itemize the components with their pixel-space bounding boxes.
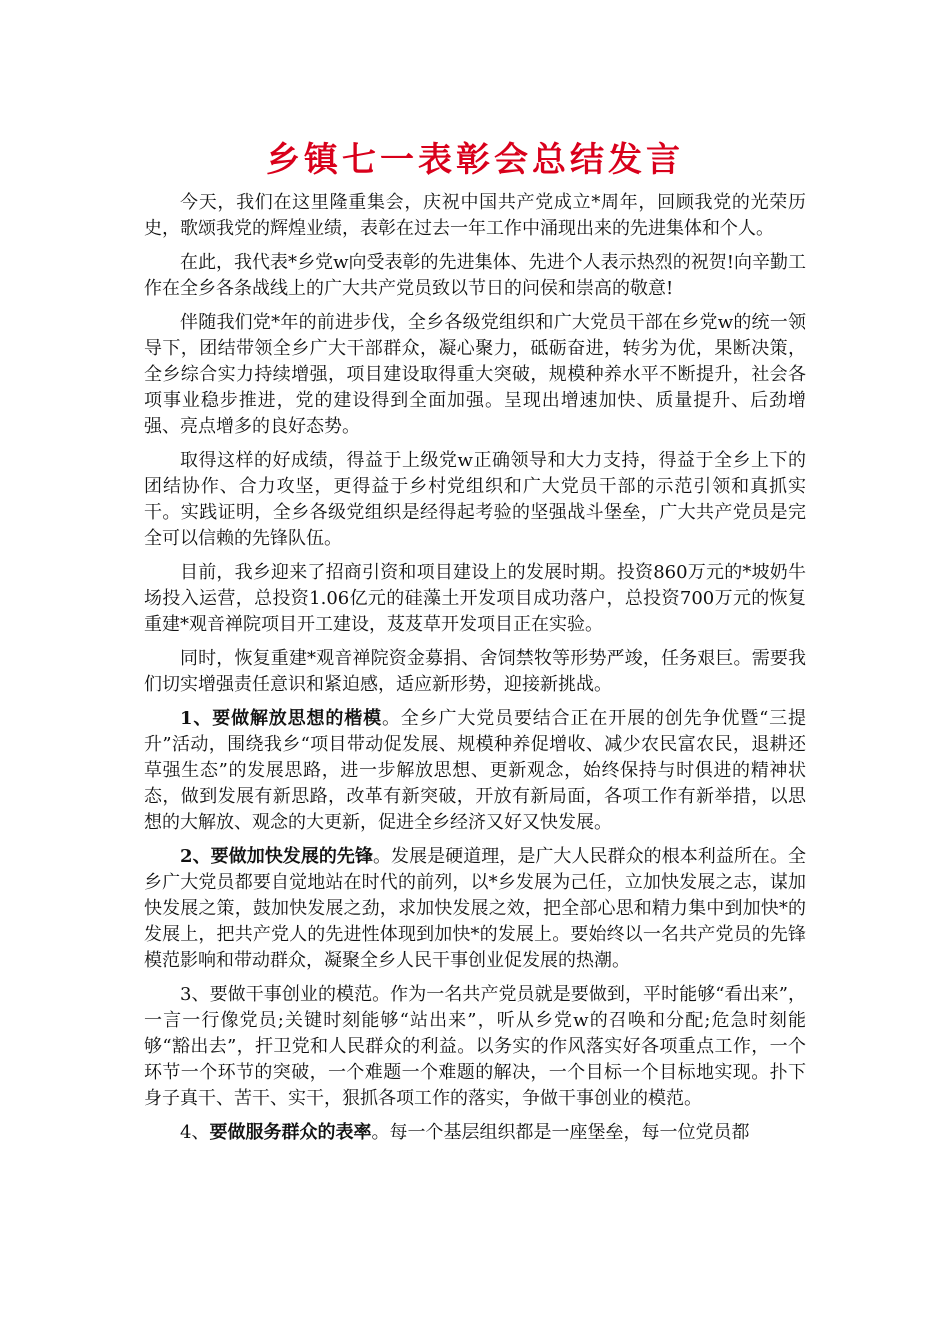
document-title: 乡镇七一表彰会总结发言 — [266, 140, 684, 180]
paragraph-3: 伴随我们党*年的前进步伐，全乡各级党组织和广大党员干部在乡党w的统一领导下，团结带领全乡广大干部群众，凝心聚力，砥砺奋进，转劣为优，果断决策，全乡综合实力持续增强，项目建设取得重大突破，规模种养水平不断提升，社会各项事业稳步推进，党的建设得到全面加强。呈现出增速加快、质量提升、后劲增强、亮点增多的良好态势。 — [144, 312, 806, 437]
point-2-text: 。发展是硬道理，是广大人民群众的根本利益所在。全乡广大党员都要自觉地站在时代的前列，以*乡发展为己任，立加快发展之志，谋加快发展之策，鼓加快发展之劲，求加快发展之效，把全部心思和精力集中到加快*的发展上，把共产党人的先进性体现到加快*的发展上。要始终以一名共产党员的先锋模范影响和带动群众，凝聚全乡人民干事创业促发展的热潮。 — [144, 846, 806, 971]
paragraph-1: 今天，我们在这里隆重集会，庆祝中国共产党成立*周年，回顾我党的光荣历史，歌颂我党的辉煌业绩，表彰在过去一年工作中涌现出来的先进集体和个人。 — [144, 192, 806, 239]
paragraph-4: 取得这样的好成绩，得益于上级党w正确领导和大力支持，得益于全乡上下的团结协作、合力攻坚，更得益于乡村党组织和广大党员干部的示范引领和真抓实干。实践证明，全乡各级党组织是经得起考验的坚强战斗堡垒，广大共产党员是完全可以信赖的先锋队伍。 — [144, 450, 806, 549]
point-2 — [144, 844, 806, 974]
paragraph-2: 在此，我代表*乡党w向受表彰的先进集体、先进个人表示热烈的祝贺!向辛勤工作在全乡各条战线上的广大共产党员致以节日的问侯和崇高的敬意! — [144, 252, 806, 299]
paragraph-5: 目前，我乡迎来了招商引资和项目建设上的发展时期。投资860万元的*坡奶牛场投入运营，总投资1.06亿元的硅藻土开发项目成功落户，总投资700万元的恢复重建*观音禅院项目开工建设，芨芨草开发项目正在实验。 — [144, 562, 806, 635]
point-3-text: 3、要做干事创业的模范。作为一名共产党员就是要做到，平时能够“看出来”，一言一行像党员;关键时刻能够“站出来”，听从乡党w的召唤和分配;危急时刻能够“豁出去”，扞卫党和人民群众的利益。以务实的作风落实好各项重点工作，一个环节一个环节的突破，一个难题一个难题的解决，一个目标一个目标地实现。扑下身子真干、苦干、实干，狠抓各项工作的落实，争做干事创业的模范。 — [144, 984, 806, 1109]
point-4-text: 。每一个基层组织都是一座堡垒，每一位党员都 — [371, 1122, 750, 1143]
point-3 — [144, 982, 806, 1112]
point-4-lead: 要做服务群众的表率 — [209, 1122, 372, 1143]
paragraph-6: 同时，恢复重建*观音禅院资金募捐、舍饲禁牧等形势严竣，任务艰巨。需要我们切实增强责任意识和紧迫感，适应新形势，迎接新挑战。 — [144, 648, 806, 695]
point-1 — [144, 706, 806, 836]
point-2-lead: 2、要做加快发展的先锋 — [180, 846, 373, 867]
point-4-prefix: 4、 — [180, 1122, 210, 1143]
point-4 — [144, 1120, 806, 1146]
document-body — [144, 190, 806, 1154]
point-1-text: 。全乡广大党员要结合正在开展的创先争优暨“三提升”活动，围绕我乡“项目带动促发展、规模种养促增收、减少农民富农民，退耕还草强生态”的发展思路，进一步解放思想、更新观念，始终保持与时俱进的精神状态，做到发展有新思路，改革有新突破，开放有新局面，各项工作有新举措，以思想的大解放、观念的大更新，促进全乡经济又好又快发展。 — [144, 708, 806, 833]
point-1-lead: 1、要做解放思想的楷模 — [180, 708, 382, 729]
